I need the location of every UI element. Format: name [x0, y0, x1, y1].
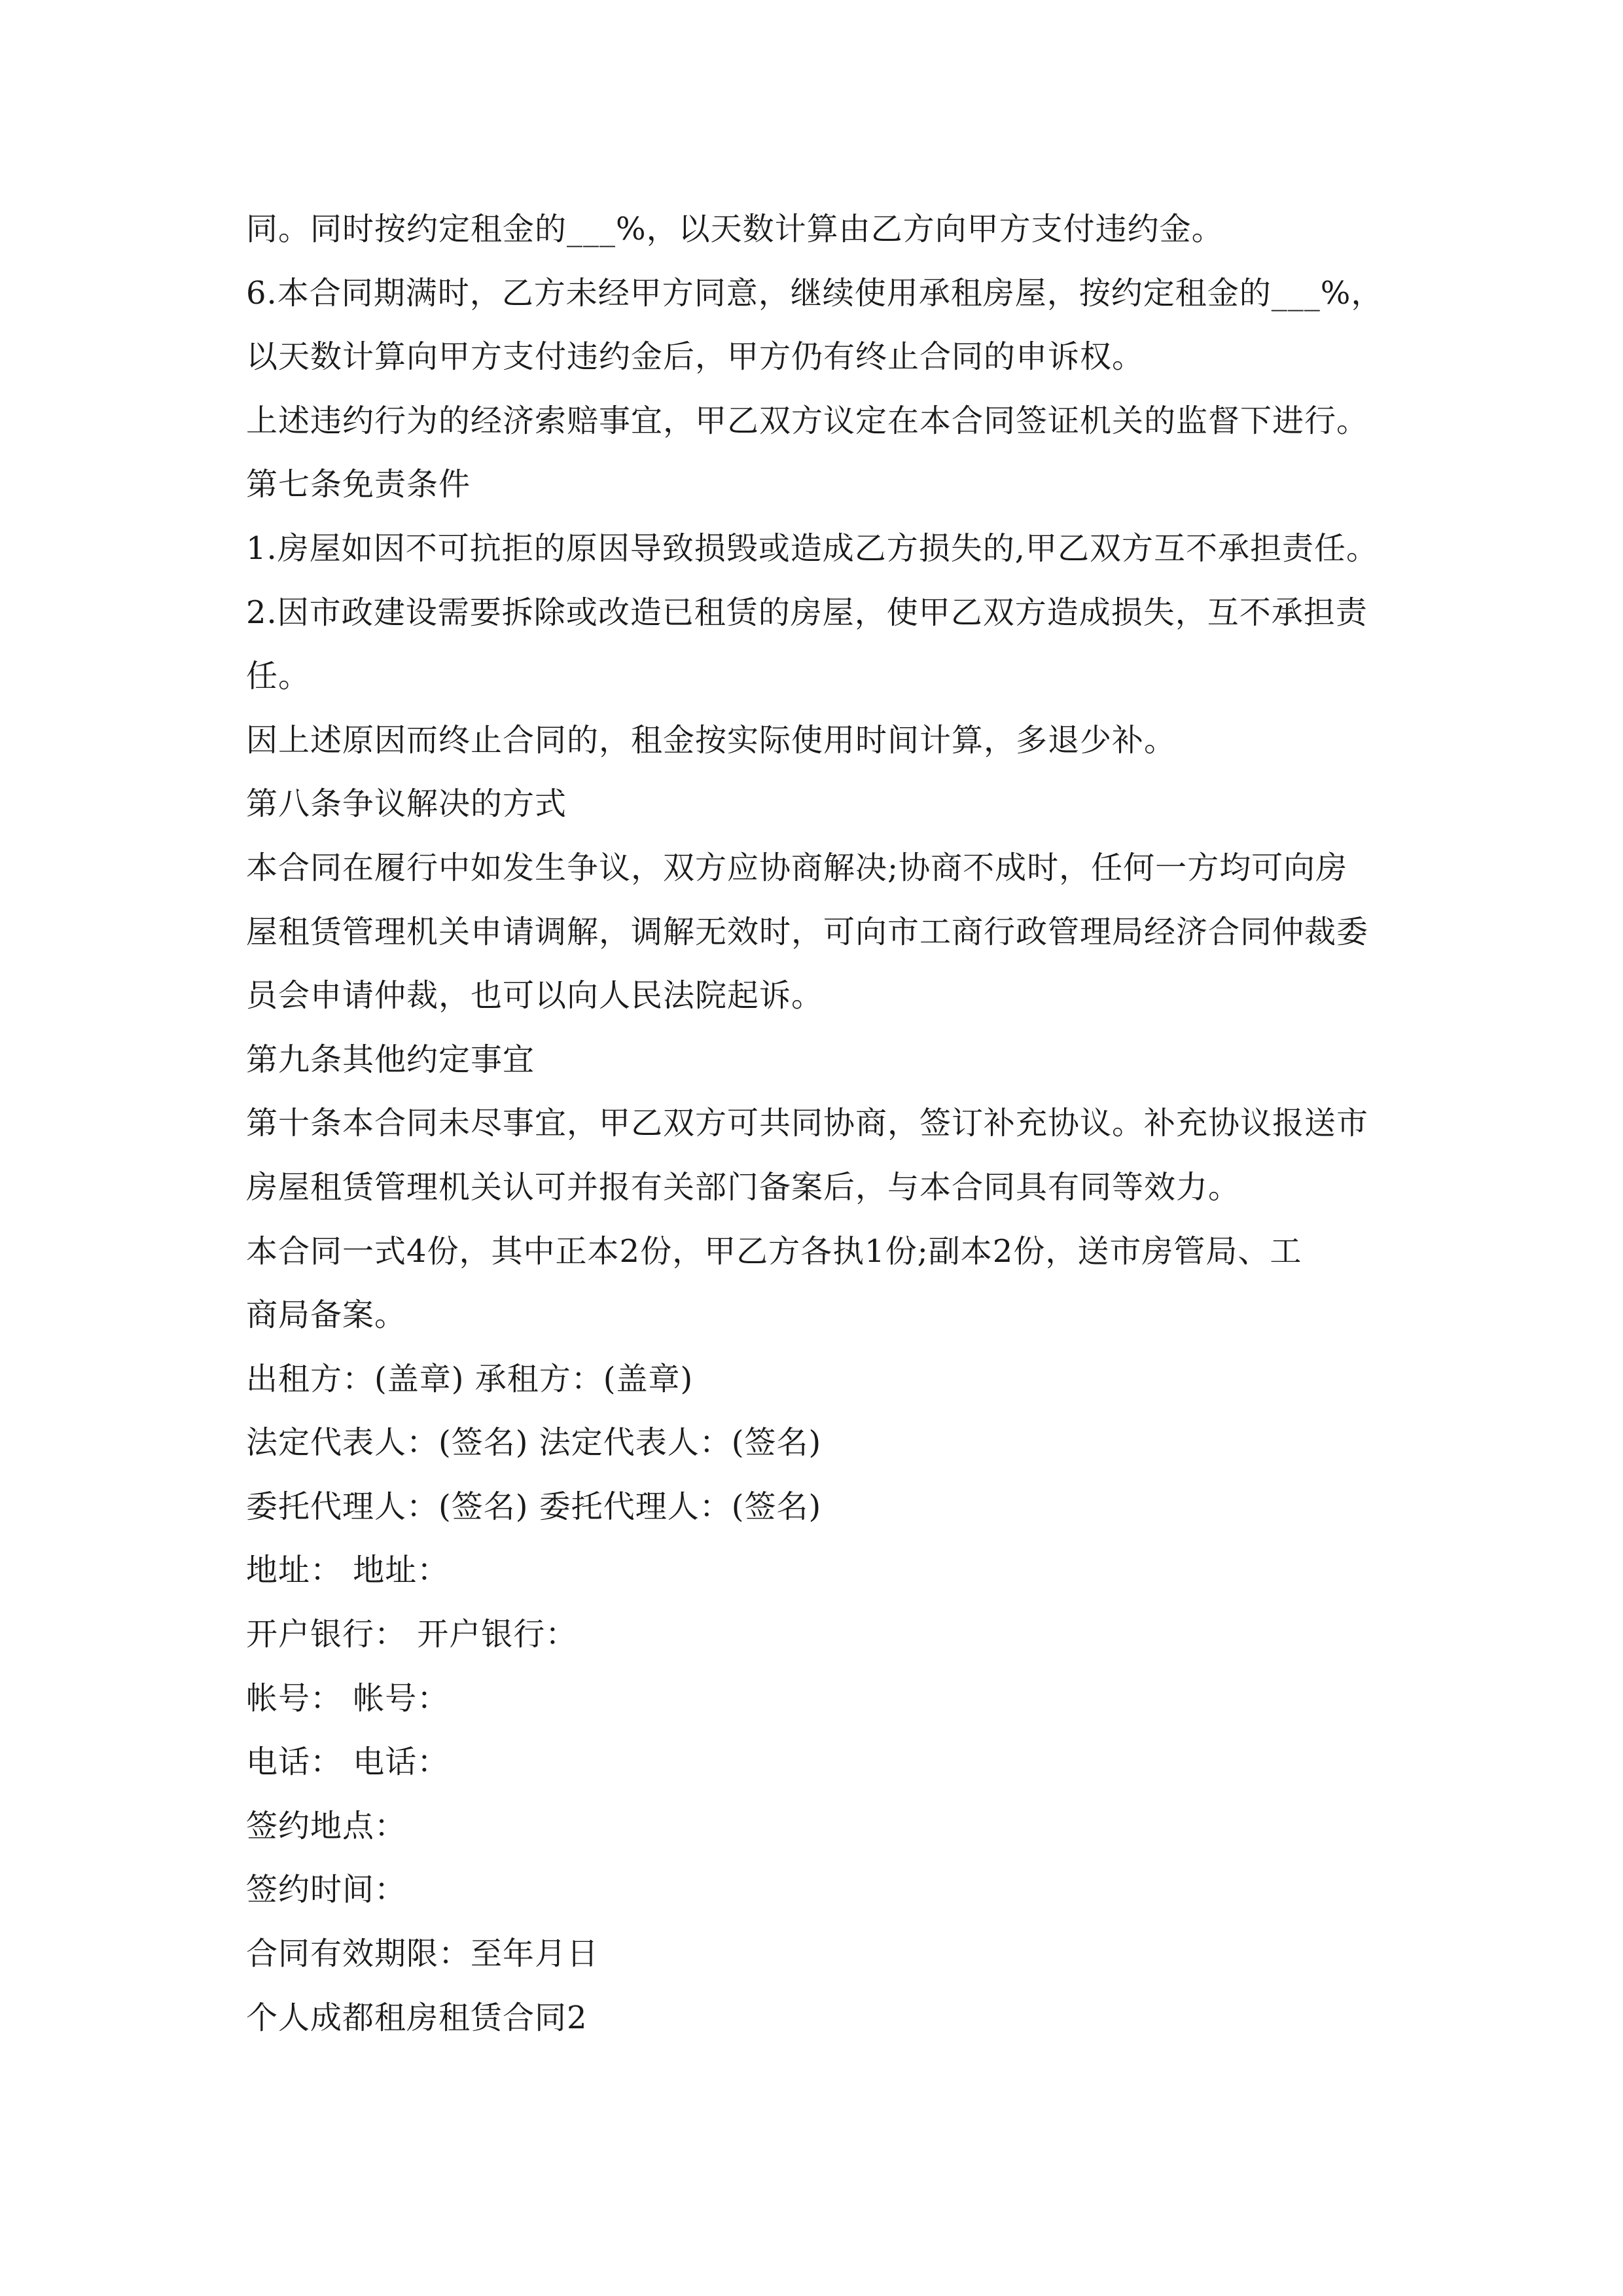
text-line: 房屋租赁管理机关认可并报有关部门备案后，与本合同具有同等效力。	[246, 1168, 1241, 1206]
text-line: 商局备案。	[246, 1297, 407, 1334]
section-heading: 第九条其他约定事宜	[246, 1041, 535, 1078]
account-field: 帐号： 帐号：	[246, 1679, 450, 1717]
address-field: 地址： 地址：	[246, 1552, 450, 1589]
document-body	[246, 198, 1398, 2050]
text-line: 第十条本合同未尽事宜，甲乙双方可共同协商，签订补充协议。补充协议报送市	[246, 1105, 1369, 1142]
signature-field: 出租方：(盖章) 承租方：(盖章)	[246, 1360, 694, 1397]
signing-place-field: 签约地点：	[246, 1807, 407, 1844]
next-contract-title: 个人成都租房租赁合同2	[246, 1999, 588, 2036]
validity-period-field: 合同有效期限：至年月日	[246, 1935, 599, 1973]
text-line: 任。	[246, 658, 311, 695]
text-line: 屋租赁管理机关申请调解，调解无效时，可向市工商行政管理局经济合同仲裁委	[246, 913, 1369, 950]
text-line: 同。同时按约定租金的___%，以天数计算由乙方向甲方支付违约金。	[246, 211, 1224, 247]
text-line: 6.本合同期满时，乙方未经甲方同意，继续使用承租房屋，按约定租金的___%，	[246, 274, 1383, 312]
section-heading: 第八条争议解决的方式	[246, 785, 567, 823]
text-line: 本合同在履行中如发生争议，双方应协商解决;协商不成时，任何一方均可向房	[246, 849, 1348, 886]
section-heading: 第七条免责条件	[246, 466, 471, 503]
text-line: 2.因市政建设需要拆除或改造已租赁的房屋，使甲乙双方造成损失，互不承担责	[246, 594, 1368, 631]
signature-field: 委托代理人：(签名) 委托代理人：(签名)	[246, 1488, 822, 1525]
text-line: 以天数计算向甲方支付违约金后，甲方仍有终止合同的申诉权。	[246, 338, 1145, 376]
signature-field: 法定代表人：(签名) 法定代表人：(签名)	[246, 1424, 822, 1462]
signing-time-field: 签约时间：	[246, 1871, 407, 1909]
text-line: 1.房屋如因不可抗拒的原因导致损毁或造成乙方损失的,甲乙双方互不承担责任。	[246, 529, 1379, 567]
text-line: 本合同一式4份，其中正本2份，甲乙方各执1份;副本2份，送市房管局、工	[246, 1232, 1302, 1270]
phone-field: 电话： 电话：	[246, 1744, 450, 1781]
text-line: 因上述原因而终止合同的，租金按实际使用时间计算，多退少补。	[246, 721, 1177, 759]
text-line: 上述违约行为的经济索赔事宜，甲乙双方议定在本合同签证机关的监督下进行。	[246, 402, 1369, 439]
bank-field: 开户银行： 开户银行：	[246, 1616, 578, 1653]
text-line: 员会申请仲裁，也可以向人民法院起诉。	[246, 977, 824, 1014]
